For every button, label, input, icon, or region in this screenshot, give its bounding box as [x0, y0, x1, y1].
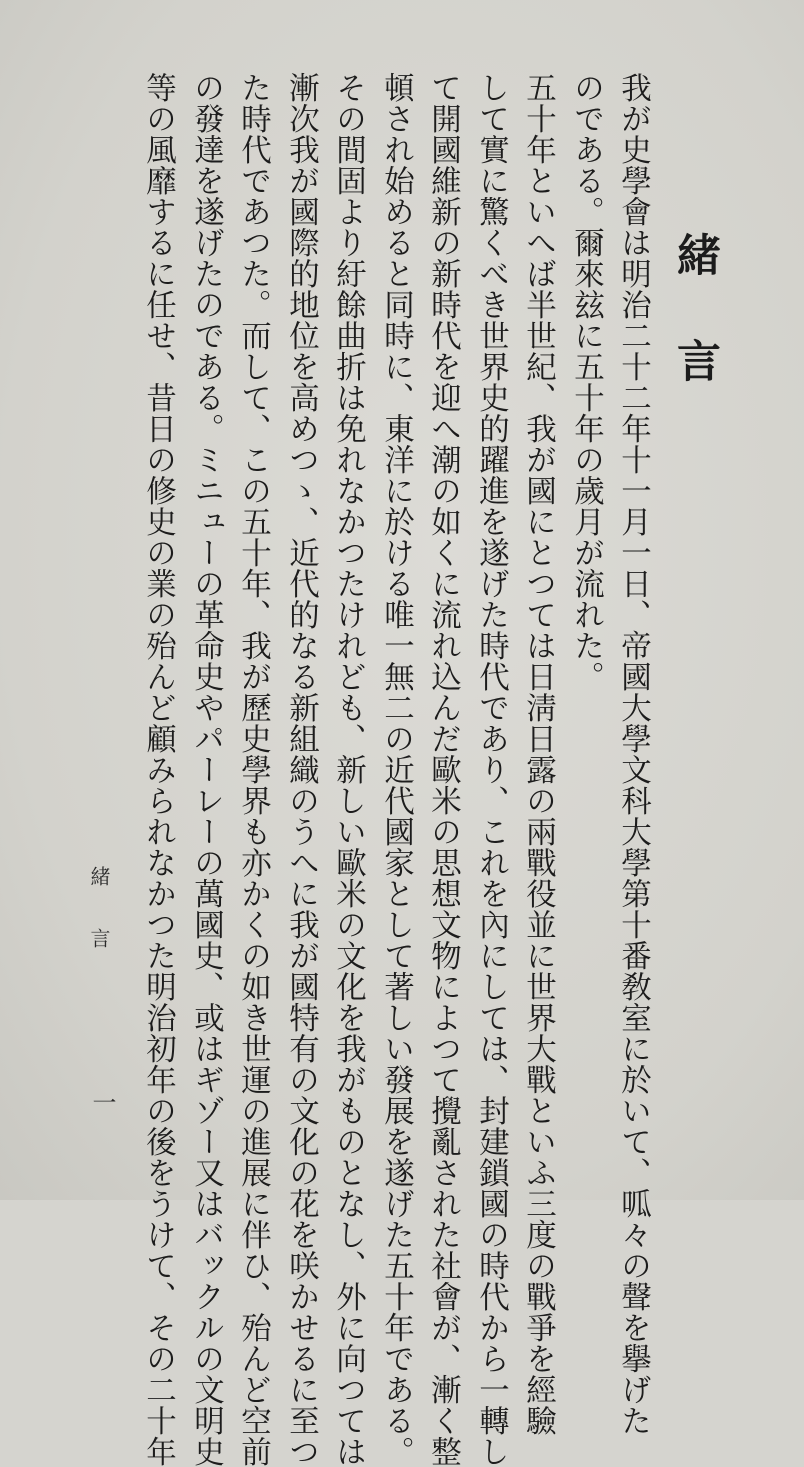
- page-number: 一: [88, 1090, 116, 1114]
- text-column-5: て開國維新の新時代を迎へ潮の如くに流れ込んだ歐米の思想文物によつて攪亂された社會が、漸く整: [425, 72, 461, 1467]
- text-column-6: 頓され始めると同時に、東洋に於ける唯一無二の近代國家として著しい發展を遂げた五十年である。: [378, 72, 414, 1467]
- text-column-11: 等の風靡するに任せ、昔日の修史の業の殆んど顧みられなかつた明治初年の後をうけて、その二十年: [140, 72, 176, 1467]
- text-column-4: して實に驚くべき世界史的躍進を遂げた時代であり、これを內にしては、封建鎖國の時代から一轉し: [473, 72, 509, 1467]
- text-column-3: 五十年といへば半世紀、我が國にとつては日淸日露の兩戰役並に世界大戰といふ三度の戰爭を經驗: [520, 72, 556, 1436]
- text-column-1: 我が史學會は明治二十二年十一月一日、帝國大學文科大學第十番敎室に於いて、呱々の聲を擧げた: [615, 72, 651, 1436]
- text-column-10: の發達を遂げたのである。ミニューの革命史やパーレーの萬國史、或はギゾー又はバックルの文明史: [188, 72, 224, 1467]
- text-column-9: た時代であつた。而して、この五十年、我が歷史學界も亦かくの如き世運の進展に伴ひ、殆んど空前: [235, 72, 271, 1467]
- text-column-8: 漸次我が國際的地位を高めつゝ、近代的なる新組織のうへに我が國特有の文化の花を咲かせるに至つ: [283, 72, 319, 1467]
- running-head: 緒言: [87, 866, 111, 990]
- text-column-2: のである。爾來玆に五十年の歲月が流れた。: [568, 72, 604, 692]
- chapter-title: 緒言: [669, 232, 720, 444]
- text-column-7: その間固より紆餘曲折は免れなかつたけれども、新しい歐米の文化を我がものとなし、外に向つては: [330, 72, 366, 1467]
